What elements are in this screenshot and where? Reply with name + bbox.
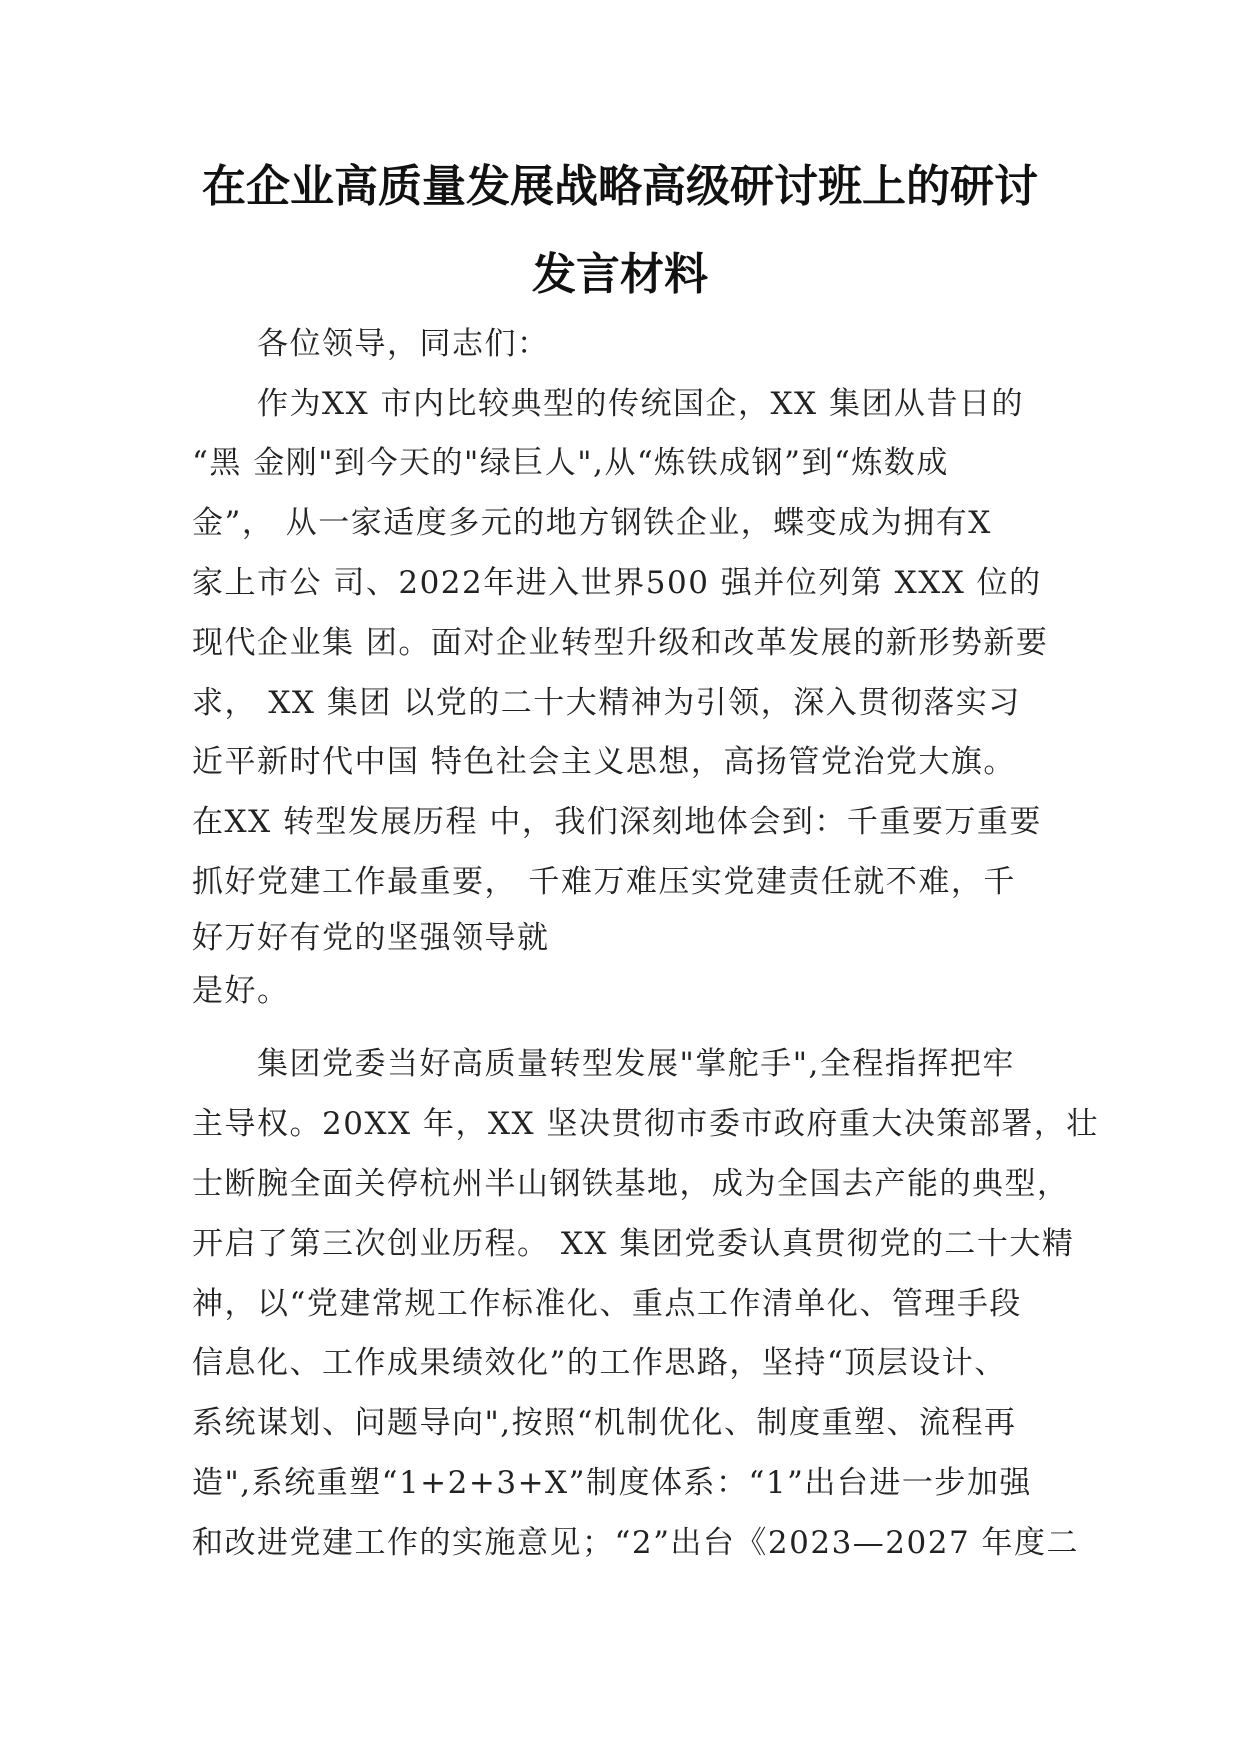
paragraph-line: 和改进党建工作的实施意见；“2”出台《2023—2027 年度二 [192,1525,1080,1561]
document-title-line-1: 在企业高质量发展战略高级研讨班上的研讨 [202,161,1038,212]
paragraph-line: 近平新时代中国 特色社会主义思想，高扬管党治党大旗。 [192,744,1016,780]
paragraph-line: “黑 金刚"到今天的"绿巨人",从“炼铁成钢”到“炼数成 [192,445,949,481]
paragraph-line: 在XX 转型发展历程 中，我们深刻地体会到：千重要万重要 [192,804,1042,840]
paragraph-line: 集团党委当好高质量转型发展"掌舵手",全程指挥把牢 [192,1046,1015,1082]
paragraph-line: 抓好党建工作最重要， 千难万难压实党建责任就不难，千 [192,864,1016,900]
paragraph-line: 现代企业集 团。面对企业转型升级和改革发展的新形势新要 [192,625,1049,661]
paragraph-line: 开启了第三次创业历程。 XX 集团党委认真贯彻党的二十大精 [192,1226,1075,1262]
paragraph-line: 作为XX 市内比较典型的传统国企，XX 集团从昔日的 [192,386,1024,422]
paragraph-line: 信息化、工作成果绩效化”的工作思路，坚持“顶层设计、 [192,1345,1007,1381]
paragraph-line: 求， XX 集团 以党的二十大精神为引领，深入贯彻落实习 [192,685,1021,721]
paragraph-line: 金”， 从一家适度多元的地方钢铁企业，蝶变成为拥有X [192,505,992,541]
paragraph-line: 好万好有党的坚强领导就 [192,920,550,956]
paragraph-line: 各位领导，同志们： [192,326,550,362]
paragraph-line: 是好。 [192,973,290,1009]
paragraph-line: 造",系统重塑“1+2+3+X”制度体系：“1”出台进一步加强 [192,1465,1032,1501]
document-title-line-2: 发言材料 [532,249,708,300]
paragraph-line: 士断腕全面关停杭州半山钢铁基地，成为全国去产能的典型， [192,1166,1070,1202]
paragraph-line: 神，以“党建常规工作标准化、重点工作清单化、管理手段 [192,1286,1022,1322]
paragraph-line: 系统谋划、问题导向",按照“机制优化、制度重塑、流程再 [192,1405,1017,1441]
paragraph-line: 家上市公 司、2022年进入世界500 强并位列第 XXX 位的 [192,565,1042,601]
paragraph-line: 主导权。20XX 年，XX 坚决贯彻市委市政府重大决策部署，壮 [192,1106,1099,1142]
